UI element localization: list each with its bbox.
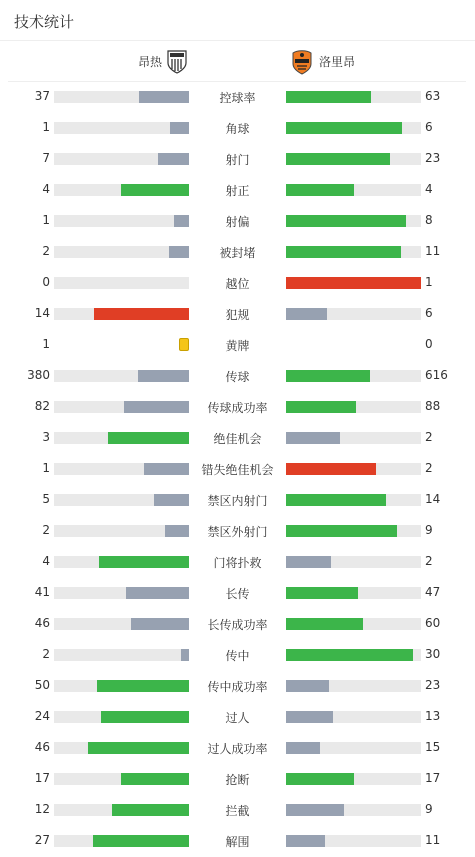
away-stat-value: 13: [425, 709, 441, 723]
home-stat-value: 4: [42, 554, 50, 568]
home-stat-bar-track: [54, 401, 189, 413]
home-stat-bar-fill: [158, 153, 189, 165]
home-stat-bar-track: [54, 742, 189, 754]
home-stat-bar-track: [54, 711, 189, 723]
page-title: 技术统计: [14, 13, 75, 31]
home-stat-bar-track: [54, 246, 189, 258]
home-stat-bar-fill: [88, 742, 189, 754]
home-team-name: 昂热: [137, 55, 162, 69]
home-stat-value: 1: [42, 213, 50, 227]
away-stat-bar-track: [286, 184, 421, 196]
away-team-crest-icon: [291, 49, 313, 75]
home-stat-value: 46: [34, 740, 50, 754]
home-stat-bar-track: [54, 804, 189, 816]
away-stat-bar-track: [286, 804, 421, 816]
away-stat-bar-track: [286, 401, 421, 413]
away-stat-bar-fill: [286, 804, 344, 816]
away-stat-bar-track: [286, 494, 421, 506]
home-stat-bar-track: [54, 525, 189, 537]
away-stat-value: 17: [425, 771, 441, 785]
home-stat-bar-track: [54, 277, 189, 289]
home-stat-bar-fill: [97, 680, 189, 692]
away-stat-bar-track: [286, 153, 421, 165]
away-stat-bar-fill: [286, 401, 356, 413]
home-stat-value: 0: [42, 275, 50, 289]
stat-row: [0, 112, 475, 143]
away-stat-value: 63: [425, 89, 441, 103]
away-stat-bar-fill: [286, 432, 340, 444]
away-stat-value: 11: [425, 244, 441, 258]
home-stat-value: 2: [42, 647, 50, 661]
header: [0, 0, 475, 41]
away-stat-bar-track: [286, 525, 421, 537]
stat-label: 过人: [225, 711, 250, 725]
away-stat-bar-fill: [286, 835, 325, 847]
home-stat-value: 17: [34, 771, 50, 785]
stat-label: 黄牌: [225, 339, 250, 353]
away-stat-bar-fill: [286, 215, 406, 227]
stat-row: [0, 670, 475, 701]
away-stat-value: 47: [425, 585, 441, 599]
away-stat-value: 30: [425, 647, 441, 661]
away-stat-bar-fill: [286, 649, 413, 661]
stat-row: [0, 577, 475, 608]
stat-label: 角球: [225, 122, 250, 136]
stat-row: [0, 81, 475, 112]
away-stat-value: 8: [425, 213, 433, 227]
home-stat-bar-track: [54, 773, 189, 785]
home-stat-value: 3: [42, 430, 50, 444]
away-stat-bar-fill: [286, 587, 358, 599]
home-stat-bar-fill: [99, 556, 189, 568]
stat-row: [0, 763, 475, 794]
away-stat-value: 6: [425, 120, 433, 134]
home-stat-bar-fill: [124, 401, 189, 413]
stat-row: [0, 453, 475, 484]
stat-row: [0, 205, 475, 236]
home-stat-bar-track: [54, 370, 189, 382]
away-stat-bar-track: [286, 587, 421, 599]
home-stat-bar-track: [54, 91, 189, 103]
home-stat-bar-fill: [139, 91, 189, 103]
home-stat-bar-fill: [131, 618, 189, 630]
home-stat-value: 1: [42, 120, 50, 134]
home-stat-bar-fill: [138, 370, 189, 382]
home-stat-value: 82: [34, 399, 50, 413]
home-stat-bar-fill: [181, 649, 189, 661]
stat-label: 过人成功率: [207, 742, 268, 756]
home-stat-bar-fill: [144, 463, 189, 475]
stat-label: 传球成功率: [207, 401, 268, 415]
home-team-crest-icon: [166, 49, 188, 75]
away-stat-value: 15: [425, 740, 441, 754]
home-stat-bar-fill: [126, 587, 189, 599]
home-stat-value: 2: [42, 244, 50, 258]
home-stat-value: 1: [42, 337, 50, 351]
away-stat-bar-track: [286, 649, 421, 661]
stat-row: [0, 267, 475, 298]
away-stat-bar-fill: [286, 742, 320, 754]
home-stat-bar-track: [54, 122, 189, 134]
away-stat-bar-track: [286, 742, 421, 754]
home-stat-bar-track: [54, 153, 189, 165]
home-stat-bar-fill: [174, 215, 189, 227]
home-stat-value: 37: [34, 89, 50, 103]
stat-row: [0, 329, 475, 360]
stat-row: [0, 515, 475, 546]
away-stat-bar-fill: [286, 370, 370, 382]
stat-label: 传中成功率: [207, 680, 268, 694]
away-stat-value: 60: [425, 616, 441, 630]
away-stat-bar-track: [286, 277, 421, 289]
teams-header: [8, 41, 466, 82]
away-stat-bar-track: [286, 556, 421, 568]
away-stat-bar-fill: [286, 773, 354, 785]
away-stat-value: 1: [425, 275, 433, 289]
away-stat-value: 88: [425, 399, 441, 413]
home-stat-value: 14: [34, 306, 50, 320]
stat-label: 长传成功率: [207, 618, 268, 632]
away-stat-bar-track: [286, 370, 421, 382]
home-stat-value: 7: [42, 151, 50, 165]
away-stat-bar-track: [286, 463, 421, 475]
home-stat-bar-track: [54, 308, 189, 320]
stat-label: 越位: [225, 277, 250, 291]
away-stat-bar-fill: [286, 618, 363, 630]
stat-row: [0, 825, 475, 856]
stat-label: 错失绝佳机会: [201, 463, 274, 477]
away-stat-value: 9: [425, 523, 433, 537]
stat-row: [0, 701, 475, 732]
stat-row: [0, 608, 475, 639]
yellow-card-icon: [179, 338, 189, 351]
home-stat-bar-fill: [121, 184, 189, 196]
away-stat-bar-track: [286, 680, 421, 692]
away-team-name: 洛里昂: [319, 55, 356, 69]
stat-label: 禁区内射门: [207, 494, 268, 508]
away-stat-bar-fill: [286, 525, 397, 537]
away-stat-bar-fill: [286, 122, 402, 134]
away-stat-bar-track: [286, 215, 421, 227]
away-stat-bar-track: [286, 618, 421, 630]
away-stat-value: 6: [425, 306, 433, 320]
away-stat-bar-track: [286, 246, 421, 258]
home-stat-bar-fill: [121, 773, 189, 785]
home-stat-bar-track: [54, 680, 189, 692]
home-stat-bar-fill: [154, 494, 189, 506]
away-stat-bar-fill: [286, 494, 386, 506]
away-stat-value: 23: [425, 151, 441, 165]
home-stat-bar-track: [54, 618, 189, 630]
stat-row: [0, 298, 475, 329]
away-stat-bar-fill: [286, 184, 354, 196]
home-stat-bar-fill: [108, 432, 189, 444]
stat-label: 抢断: [225, 773, 250, 787]
away-stat-bar-track: [286, 122, 421, 134]
stat-label: 控球率: [219, 91, 256, 105]
away-stat-bar-fill: [286, 680, 329, 692]
home-stat-bar-track: [54, 649, 189, 661]
stat-label: 传中: [225, 649, 250, 663]
home-stat-bar-track: [54, 835, 189, 847]
stat-row: [0, 546, 475, 577]
away-stat-bar-fill: [286, 308, 327, 320]
away-stat-value: 616: [425, 368, 448, 382]
away-stat-bar-fill: [286, 556, 331, 568]
stat-label: 射偏: [225, 215, 250, 229]
stat-label: 禁区外射门: [207, 525, 268, 539]
away-stat-bar-fill: [286, 711, 333, 723]
away-stat-value: 0: [425, 337, 433, 351]
away-stat-bar-track: [286, 432, 421, 444]
home-stat-value: 12: [34, 802, 50, 816]
away-stat-bar-track: [286, 835, 421, 847]
stat-row: [0, 794, 475, 825]
stat-label: 拦截: [225, 804, 250, 818]
away-stat-bar-track: [286, 308, 421, 320]
home-stat-bar-fill: [165, 525, 189, 537]
away-stat-bar-track: [286, 711, 421, 723]
away-stat-bar-track: [286, 91, 421, 103]
away-stat-bar-fill: [286, 246, 401, 258]
away-stat-bar-fill: [286, 91, 371, 103]
home-stat-value: 50: [34, 678, 50, 692]
stat-label: 射门: [225, 153, 250, 167]
home-stat-value: 24: [34, 709, 50, 723]
home-stat-bar-track: [54, 587, 189, 599]
away-stat-bar-fill: [286, 277, 421, 289]
away-stat-bar-track: [286, 773, 421, 785]
home-stat-bar-fill: [93, 835, 189, 847]
home-stat-bar-fill: [94, 308, 189, 320]
stat-row: [0, 174, 475, 205]
home-stat-value: 5: [42, 492, 50, 506]
away-stat-value: 9: [425, 802, 433, 816]
stat-row: [0, 236, 475, 267]
home-stat-bar-track: [54, 215, 189, 227]
stat-label: 传球: [225, 370, 250, 384]
stat-label: 犯规: [225, 308, 250, 322]
away-stat-value: 2: [425, 461, 433, 475]
home-stat-bar-track: [54, 556, 189, 568]
home-stat-bar-fill: [169, 246, 189, 258]
stat-label: 门将扑救: [213, 556, 262, 570]
away-stat-value: 4: [425, 182, 433, 196]
away-stat-bar-fill: [286, 463, 376, 475]
stat-label: 长传: [225, 587, 250, 601]
away-stat-value: 23: [425, 678, 441, 692]
home-stat-bar-fill: [112, 804, 189, 816]
away-stat-value: 2: [425, 430, 433, 444]
stat-label: 绝佳机会: [213, 432, 262, 446]
away-stat-value: 11: [425, 833, 441, 847]
away-stat-value: 2: [425, 554, 433, 568]
home-stat-bar-fill: [101, 711, 189, 723]
stat-row: [0, 422, 475, 453]
stat-row: [0, 360, 475, 391]
away-stat-value: 14: [425, 492, 441, 506]
home-stat-value: 27: [34, 833, 50, 847]
stat-row: [0, 639, 475, 670]
stat-row: [0, 391, 475, 422]
stat-row: [0, 484, 475, 515]
stat-row: [0, 732, 475, 763]
stat-label: 射正: [225, 184, 250, 198]
home-stat-value: 2: [42, 523, 50, 537]
stat-label: 被封堵: [219, 246, 256, 260]
home-stat-value: 380: [27, 368, 50, 382]
home-stat-bar-track: [54, 184, 189, 196]
home-stat-value: 1: [42, 461, 50, 475]
home-stat-bar-fill: [170, 122, 189, 134]
home-stat-value: 46: [34, 616, 50, 630]
home-stat-bar-track: [54, 494, 189, 506]
stat-row: [0, 143, 475, 174]
home-stat-value: 4: [42, 182, 50, 196]
home-stat-bar-track: [54, 432, 189, 444]
stat-label: 解围: [225, 835, 250, 849]
home-stat-value: 41: [34, 585, 50, 599]
away-stat-bar-fill: [286, 153, 390, 165]
home-stat-bar-track: [54, 463, 189, 475]
